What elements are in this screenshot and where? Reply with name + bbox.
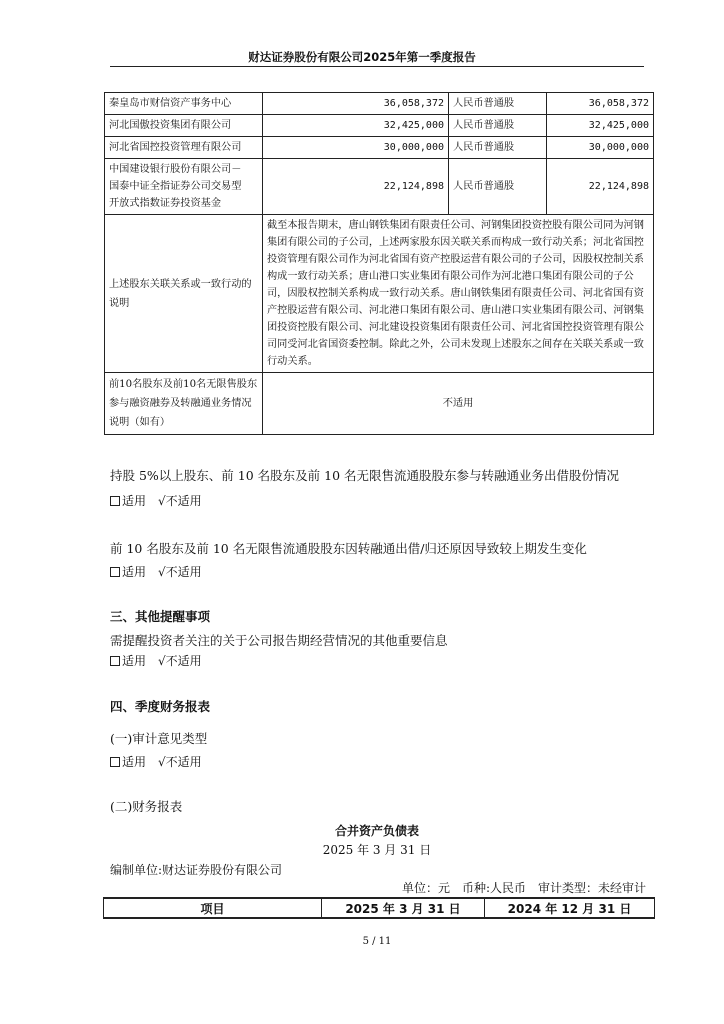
checkbox-icon xyxy=(110,496,120,506)
holder-name-line: 中国建设银行股份有限公司－ xyxy=(109,164,242,175)
holder-name: 河北省国控投资管理有限公司 xyxy=(105,137,263,159)
applicable-label: 适用 xyxy=(122,565,147,579)
relation-label: 上述股东关联关系或一致行动的说明 xyxy=(105,215,263,373)
share-type: 人民币普通股 xyxy=(449,93,547,115)
applicable-label: 适用 xyxy=(122,494,147,508)
other-checkbox-line xyxy=(110,652,202,669)
table-row xyxy=(105,373,654,435)
header-divider xyxy=(110,66,644,67)
checkbox-icon xyxy=(110,656,120,666)
share-count: 22,124,898 xyxy=(547,159,654,215)
audit-checkbox-line xyxy=(110,753,202,770)
column-header-item: 项目 xyxy=(104,898,322,918)
lending-checkbox-line xyxy=(110,492,202,509)
page-number: 5 / 11 xyxy=(362,936,392,947)
not-applicable-label: √不适用 xyxy=(158,494,202,508)
table-header-row xyxy=(104,898,655,918)
margin-label: 前10名股东及前10名无限售股东参与融资融券及转融通业务情况说明（如有） xyxy=(105,373,263,435)
holder-shares: 30,000,000 xyxy=(263,137,449,159)
change-section-title: 前 10 名股东及前 10 名无限售流通股股东因转融通出借/归还原因导致较上期发生变化 xyxy=(110,541,587,556)
share-type: 人民币普通股 xyxy=(449,115,547,137)
table-row xyxy=(105,115,654,137)
share-type: 人民币普通股 xyxy=(449,159,547,215)
table-row xyxy=(105,215,654,373)
margin-value: 不适用 xyxy=(263,373,654,435)
share-type: 人民币普通股 xyxy=(449,137,547,159)
other-matters-heading: 三、其他提醒事项 xyxy=(110,609,211,624)
holder-shares: 22,124,898 xyxy=(263,159,449,215)
change-checkbox-line xyxy=(110,563,202,580)
table-row xyxy=(105,137,654,159)
relation-description: 截至本报告期末，唐山钢铁集团有限责任公司、河钢集团投资控股有限公司同为河钢集团有限公司的子公司，上述两家股东因关联关系而构成一致行动关系；河北省国控投资管理有限公司作为河北省国有资产控股运营有限公司的子公司，因股权控制关系构成一致行动关系；唐山港口实业集团有限公司作为河北港口集团有限公司的子公司，因股权控制关系构成一致行动关系。唐山钢铁集团有限责任公司、河北省国有资产控股运营有限公司、河北港口集团有限公司、唐山港口实业集团有限公司、河钢集团投资控股有限公司、河北建设投资集团有限责任公司、河北省国控投资管理有限公司同受河北省国资委控制。除此之外，公司未发现上述股东之间存在关联关系或一致行动关系。 xyxy=(263,215,654,373)
shareholders-table xyxy=(104,92,654,435)
applicable-label: 适用 xyxy=(122,755,147,769)
other-matters-text: 需提醒投资者关注的关于公司报告期经营情况的其他重要信息 xyxy=(110,633,448,648)
financial-statements-heading: 四、季度财务报表 xyxy=(110,699,211,714)
holder-name-line: 国泰中证全指证券公司交易型 xyxy=(109,181,242,192)
balance-sheet-date: 2025 年 3 月 31 日 xyxy=(322,843,432,857)
holder-shares: 36,058,372 xyxy=(263,93,449,115)
holder-shares: 32,425,000 xyxy=(263,115,449,137)
balance-sheet-header-table xyxy=(103,897,655,919)
not-applicable-label: √不适用 xyxy=(158,654,202,668)
not-applicable-label: √不适用 xyxy=(158,755,202,769)
holder-name: 河北国傲投资集团有限公司 xyxy=(105,115,263,137)
holder-name-line: 开放式指数证券投资基金 xyxy=(109,198,222,209)
checkbox-icon xyxy=(110,567,120,577)
statements-title: (二)财务报表 xyxy=(110,799,183,814)
audit-opinion-title: (一)审计意见类型 xyxy=(110,731,208,746)
report-header-title: 财达证券股份有限公司2025年第一季度报告 xyxy=(248,50,476,64)
compiler-line: 编制单位:财达证券股份有限公司 xyxy=(110,863,283,877)
share-count: 30,000,000 xyxy=(547,137,654,159)
column-header-current: 2025 年 3 月 31 日 xyxy=(322,898,485,918)
balance-sheet-title: 合并资产负债表 xyxy=(334,824,419,838)
holder-name-fund xyxy=(105,159,263,215)
holder-name: 秦皇岛市财信资产事务中心 xyxy=(105,93,263,115)
table-row xyxy=(105,159,654,215)
checkbox-icon xyxy=(110,757,120,767)
share-count: 32,425,000 xyxy=(547,115,654,137)
unit-line: 单位：元 币种:人民币 审计类型：未经审计 xyxy=(401,881,646,895)
not-applicable-label: √不适用 xyxy=(158,565,202,579)
share-count: 36,058,372 xyxy=(547,93,654,115)
table-row xyxy=(105,93,654,115)
lending-section-title: 持股 5%以上股东、前 10 名股东及前 10 名无限售流通股股东参与转融通业务出借股份情况 xyxy=(110,468,620,483)
column-header-previous: 2024 年 12 月 31 日 xyxy=(485,898,655,918)
applicable-label: 适用 xyxy=(122,654,147,668)
